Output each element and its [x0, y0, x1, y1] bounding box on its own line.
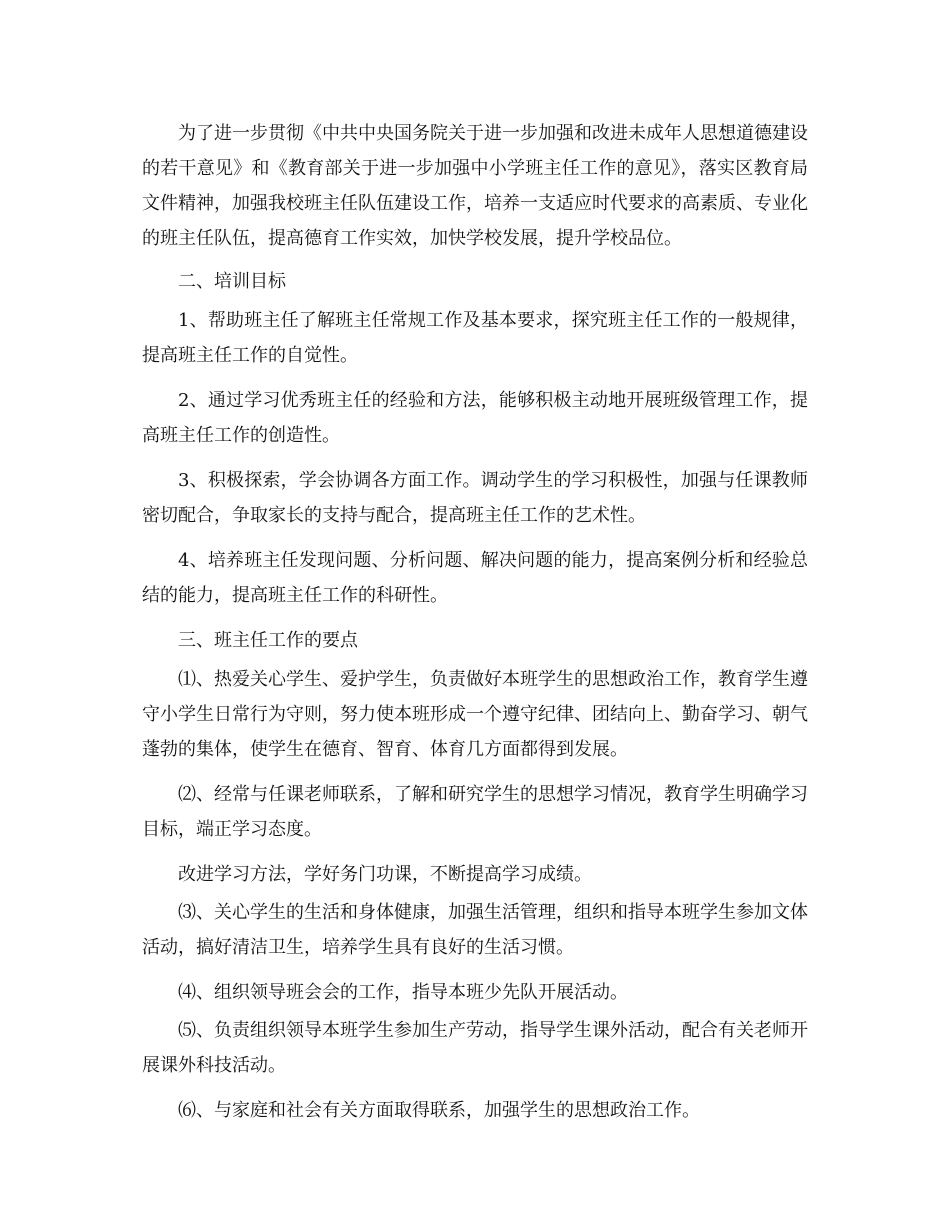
goal-item-4: 4、培养班主任发现问题、分析问题、解决问题的能力，提高案例分析和经验总结的能力，提高班主任工作的科研性。 — [142, 550, 808, 606]
key-point-3: ⑶、关心学生的生活和身体健康，加强生活管理，组织和指导本班学生参加文体活动，搞好清洁卫生，培养学生具有良好的生活习惯。 — [142, 902, 808, 958]
section-heading-training-goals: 二、培训目标 — [178, 271, 286, 292]
section-heading-key-points: 三、班主任工作的要点 — [178, 630, 358, 651]
goal-item-1: 1、帮助班主任了解班主任常规工作及基本要求，探究班主任工作的一般规律，提高班主任工作的自觉性。 — [142, 310, 808, 366]
key-point-2-continued: 改进学习方法，学好务门功课，不断提高学习成绩。 — [178, 864, 592, 885]
intro-paragraph: 为了进一步贯彻《中共中央国务院关于进一步加强和改进未成年人思想道德建设的若干意见》和《教育部关于进一步加强中小学班主任工作的意见》，落实区教育局文件精神，加强我校班主任队伍建设工作，培养一支适应时代要求的高素质、专业化的班主任队伍，提高德育工作实效，加快学校发展，提升学校品位。 — [142, 123, 808, 249]
key-point-2: ⑵、经常与任课老师联系，了解和研究学生的思想学习情况，教育学生明确学习目标，端正学习态度。 — [142, 784, 808, 840]
key-point-1: ⑴、热爱关心学生、爱护学生，负责做好本班学生的思想政治工作，教育学生遵守小学生日常行为守则，努力使本班形成一个遵守纪律、团结向上、勤奋学习、朝气蓬勃的集体，使学生在德育、智育、体育几方面都得到发展。 — [142, 669, 808, 760]
goal-item-3: 3、积极探索，学会协调各方面工作。调动学生的学习积极性，加强与任课教师密切配合，争取家长的支持与配合，提高班主任工作的艺术性。 — [142, 470, 808, 526]
document-body — [142, 116, 808, 1138]
key-point-5: ⑸、负责组织领导本班学生参加生产劳动，指导学生课外活动，配合有关老师开展课外科技活动。 — [142, 1020, 808, 1076]
key-point-6: ⑹、与家庭和社会有关方面取得联系，加强学生的思想政治工作。 — [178, 1100, 700, 1121]
key-point-4: ⑷、组织领导班会会的工作，指导本班少先队开展活动。 — [178, 982, 628, 1003]
goal-item-2: 2、通过学习优秀班主任的经验和方法，能够积极主动地开展班级管理工作，提高班主任工作的创造性。 — [142, 390, 808, 446]
